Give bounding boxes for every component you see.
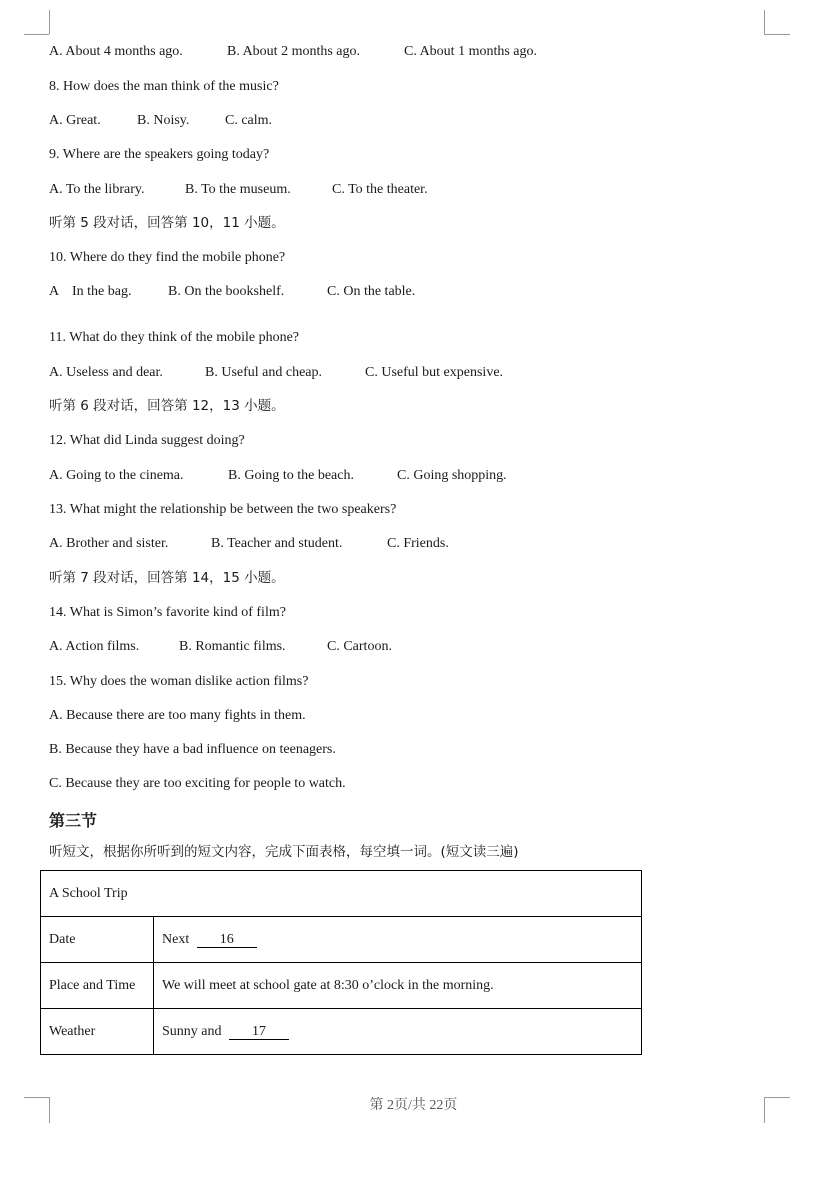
q14-question: 14. What is Simon’s favorite kind of film? [49,605,286,620]
q13-question: 13. What might the relationship be between the two speakers? [49,502,397,517]
q11-question: 11. What do they think of the mobile phone? [49,330,300,345]
part-3-instruction: 听短文，根据你所听到的短文内容，完成下面表格，每空填一词。(短文读三遍) [49,844,519,860]
q14-option-c: C. Cartoon. [327,639,392,654]
q9-option-a: A. To the library. [49,182,145,197]
section-6-instruction: 听第 6 段对话，回答第 12，13 小题。 [49,398,285,414]
q11-option-a: A. Useless and dear. [49,365,163,380]
table-title: A School Trip [41,871,642,917]
crop-mark-top-left [49,10,50,34]
q12-option-a: A. Going to the cinema. [49,468,184,483]
q13-option-b: B. Teacher and student. [211,536,343,551]
q7-option-b: B. About 2 months ago. [227,44,361,59]
date-prefix: Next [162,931,190,947]
q10-option-b: B. On the bookshelf. [168,284,285,299]
crop-mark-top-left [24,34,49,35]
q13-option-a: A. Brother and sister. [49,536,169,551]
crop-mark-top-right [764,10,765,34]
table-row [41,871,642,917]
q7-option-c: C. About 1 months ago. [404,44,538,59]
table-row [41,917,642,963]
q8-option-a: A. Great. [49,113,101,128]
q9-option-c: C. To the theater. [332,182,428,197]
part-3-heading: 第三节 [49,811,98,830]
row-label-date: Date [41,917,154,963]
section-5-instruction: 听第 5 段对话，回答第 10，11 小题。 [49,215,285,231]
q12-question: 12. What did Linda suggest doing? [49,433,245,448]
q12-option-b: B. Going to the beach. [228,468,354,483]
q11-option-c: C. Useful but expensive. [365,365,504,380]
q15-option-c: C. Because they are too exciting for people to watch. [49,776,346,791]
q12-option-c: C. Going shopping. [397,468,507,483]
row-value-weather [154,1009,642,1055]
row-label-weather: Weather [41,1009,154,1055]
q8-option-c: C. calm. [225,113,273,128]
q15-option-a: A. Because there are too many fights in them. [49,708,306,723]
table-row [41,963,642,1009]
q14-option-a: A. Action films. [49,639,140,654]
q10-option-c: C. On the table. [327,284,416,299]
q9-option-b: B. To the museum. [185,182,291,197]
row-label-place-and-time: Place and Time [41,963,154,1009]
q15-question: 15. Why does the woman dislike action films? [49,674,309,689]
row-value-place-and-time: We will meet at school gate at 8:30 o’clock in the morning. [154,963,642,1009]
weather-prefix: Sunny and [162,1023,222,1039]
table-row [41,1009,642,1055]
q15-option-b: B. Because they have a bad influence on teenagers. [49,742,336,757]
answer-blank-16: 16 [197,932,257,948]
q10-question: 10. Where do they find the mobile phone? [49,250,286,265]
q7-option-a: A. About 4 months ago. [49,44,183,59]
crop-mark-top-right [764,34,790,35]
row-value-date [154,917,642,963]
q13-option-c: C. Friends. [387,536,449,551]
school-trip-table [40,870,642,1055]
q14-option-b: B. Romantic films. [179,639,286,654]
q8-question: 8. How does the man think of the music? [49,79,279,94]
q10-option-a-letter: A [49,284,60,299]
page-number: 第 2页/共 22页 [369,1098,458,1113]
q10-option-a-text: In the bag. [72,284,132,299]
q9-question: 9. Where are the speakers going today? [49,147,270,162]
section-7-instruction: 听第 7 段对话，回答第 14，15 小题。 [49,570,285,586]
answer-blank-17: 17 [229,1024,289,1040]
q8-option-b: B. Noisy. [137,113,190,128]
q11-option-b: B. Useful and cheap. [205,365,323,380]
